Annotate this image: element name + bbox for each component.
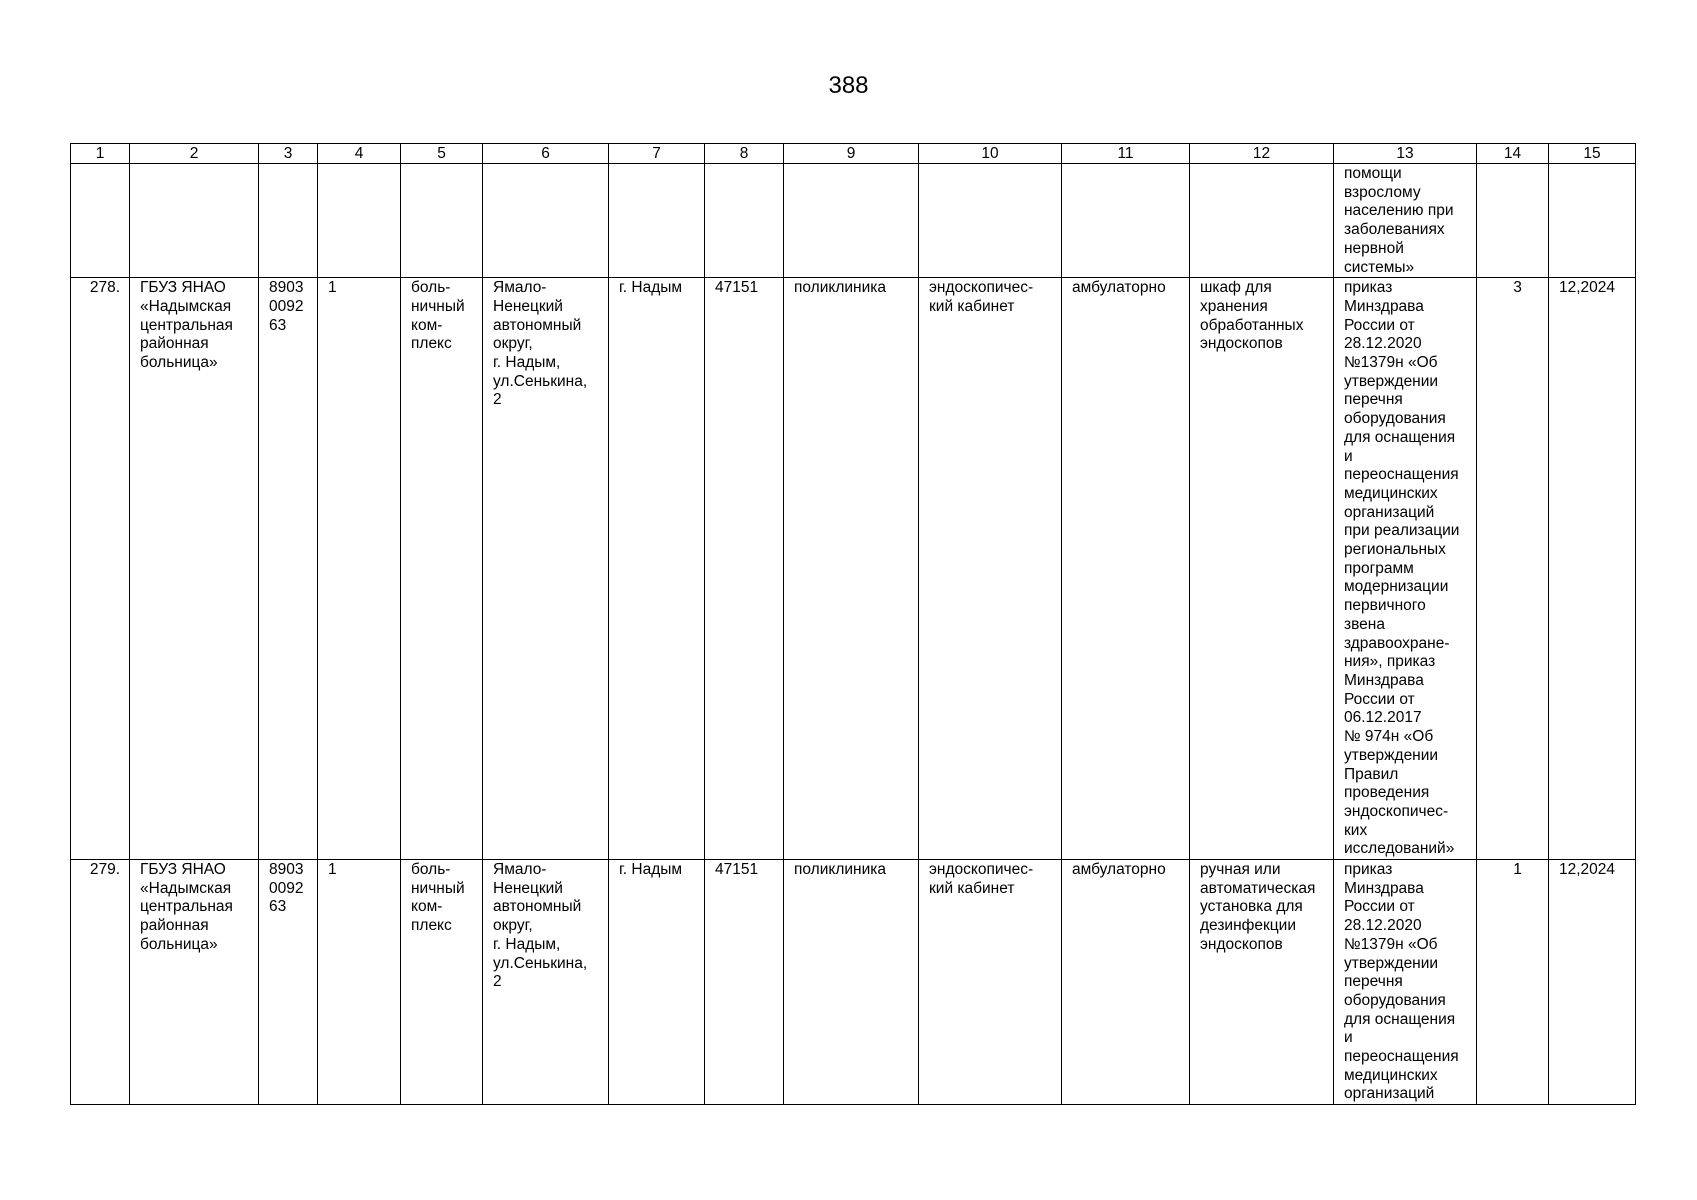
table-cell (401, 164, 483, 278)
inn-cell: 8903 0092 63 (259, 860, 318, 1105)
page-number: 388 (828, 72, 869, 99)
table-cell (483, 164, 609, 278)
city-cell: г. Надым (609, 278, 705, 860)
table-cell (318, 164, 401, 278)
row-number-cell: 278. (71, 278, 130, 860)
care-type-cell: амбулаторно (1062, 278, 1190, 860)
table-cell: 1 (318, 860, 401, 1105)
facility-type-cell: боль- ничный ком- плекс (401, 278, 483, 860)
date-cell: 12,2024 (1549, 278, 1636, 860)
table-row (71, 860, 1636, 1105)
basis-cell: приказ Минздрава России от 28.12.2020 №1379н «Об утверждении перечня оборудования для оснащения и переоснащения медицинских организаций (1334, 860, 1477, 1105)
room-cell: эндоскопичес- кий кабинет (919, 278, 1062, 860)
table-cell (1477, 164, 1549, 278)
table-cell (1062, 164, 1190, 278)
table-cell: 1 (318, 278, 401, 860)
equipment-cell: шкаф для хранения обработанных эндоскопов (1190, 278, 1334, 860)
table-cell (919, 164, 1062, 278)
oktmo-cell: 47151 (705, 278, 784, 860)
basis-cell: приказ Минздрава России от 28.12.2020 №1379н «Об утверждении перечня оборудования для оснащения и переоснащения медицинских организаций при реализации региональных программ модернизации первичного звена здравоохране- ния», приказ Минздрава России от 06.12.2017 № 974н «Об утверждении Правил проведения эндоскопичес- ких исследований» (1334, 278, 1477, 860)
table-cell (1190, 164, 1334, 278)
table-cell (259, 164, 318, 278)
column-header: 12 (1190, 144, 1334, 164)
organization-cell: ГБУЗ ЯНАО «Надымская центральная районная больница» (130, 278, 259, 860)
room-cell: эндоскопичес- кий кабинет (919, 860, 1062, 1105)
address-cell: Ямало- Ненецкий автономный округ, г. Надым, ул.Сенькина, 2 (483, 278, 609, 860)
column-header: 7 (609, 144, 705, 164)
column-header: 14 (1477, 144, 1549, 164)
table-cell (705, 164, 784, 278)
column-header: 3 (259, 144, 318, 164)
care-type-cell: амбулаторно (1062, 860, 1190, 1105)
equipment-table (70, 143, 1636, 1105)
table-cell (784, 164, 919, 278)
quantity-cell: 3 (1477, 278, 1549, 860)
column-header: 15 (1549, 144, 1636, 164)
city-cell: г. Надым (609, 860, 705, 1105)
quantity-cell: 1 (1477, 860, 1549, 1105)
column-header: 13 (1334, 144, 1477, 164)
table-row-continuation (71, 164, 1636, 278)
unit-cell: поликлиника (784, 860, 919, 1105)
column-header: 5 (401, 144, 483, 164)
row-number-cell: 279. (71, 860, 130, 1105)
organization-cell: ГБУЗ ЯНАО «Надымская центральная районная больница» (130, 860, 259, 1105)
column-header: 11 (1062, 144, 1190, 164)
address-cell: Ямало- Ненецкий автономный округ, г. Надым, ул.Сенькина, 2 (483, 860, 609, 1105)
inn-cell: 8903 0092 63 (259, 278, 318, 860)
table-cell (71, 164, 130, 278)
oktmo-cell: 47151 (705, 860, 784, 1105)
date-cell: 12,2024 (1549, 860, 1636, 1105)
column-header: 2 (130, 144, 259, 164)
table-cell (130, 164, 259, 278)
header-row (71, 144, 1636, 164)
table-cell (1549, 164, 1636, 278)
column-header: 4 (318, 144, 401, 164)
column-header: 1 (71, 144, 130, 164)
table-row (71, 278, 1636, 860)
column-header: 10 (919, 144, 1062, 164)
table-cell (609, 164, 705, 278)
column-header: 9 (784, 144, 919, 164)
facility-type-cell: боль- ничный ком- плекс (401, 860, 483, 1105)
column-header: 8 (705, 144, 784, 164)
basis-cell: помощи взрослому населению при заболеваниях нервной системы» (1334, 164, 1477, 278)
unit-cell: поликлиника (784, 278, 919, 860)
column-header: 6 (483, 144, 609, 164)
equipment-cell: ручная или автоматическая установка для дезинфекции эндоскопов (1190, 860, 1334, 1105)
